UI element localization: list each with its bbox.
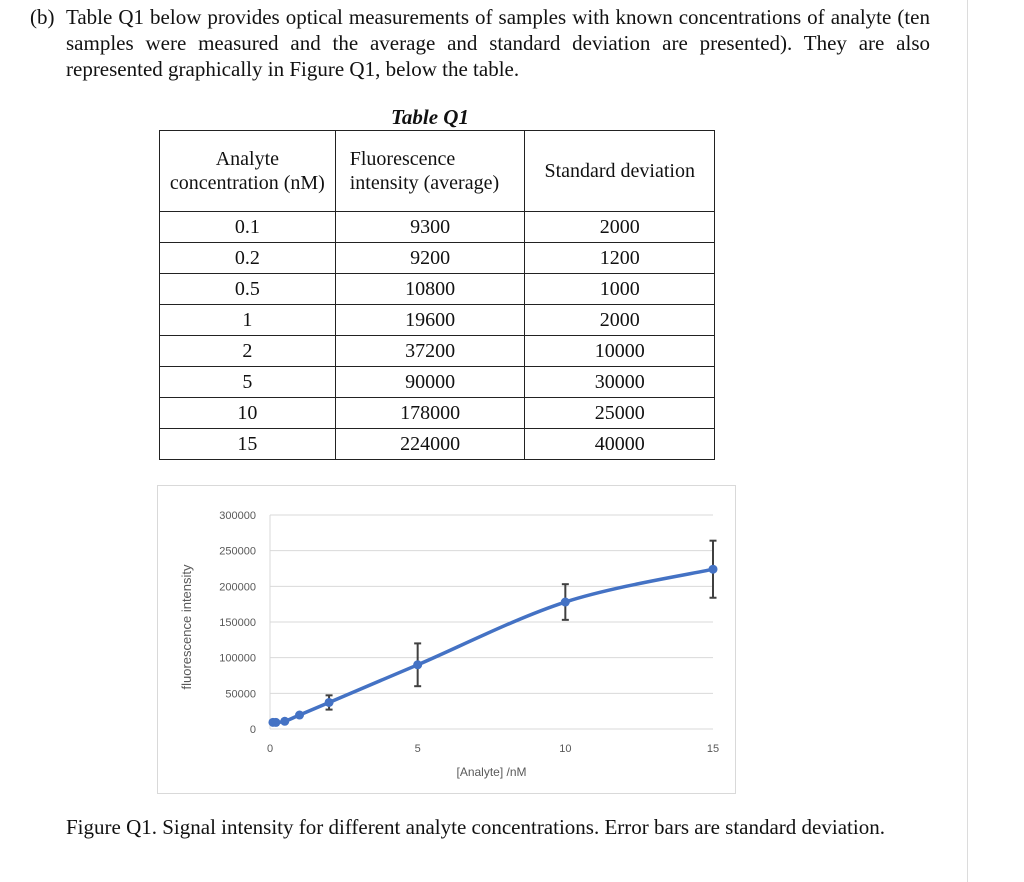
cell-concentration: 0.2 bbox=[160, 243, 336, 274]
cell-concentration: 10 bbox=[160, 398, 336, 429]
data-point bbox=[413, 660, 422, 669]
x-tick-label: 10 bbox=[559, 743, 572, 755]
data-point bbox=[709, 565, 718, 574]
x-tick-label: 0 bbox=[266, 743, 274, 755]
table-body bbox=[160, 212, 715, 460]
table-row bbox=[160, 367, 715, 398]
x-tick-label: 15 bbox=[706, 743, 720, 755]
question-label: (b) bbox=[30, 5, 55, 29]
cell-std-dev: 30000 bbox=[525, 367, 715, 398]
cell-std-dev: 1200 bbox=[525, 243, 715, 274]
cell-std-dev: 1000 bbox=[525, 274, 715, 305]
y-tick-label: 150000 bbox=[219, 617, 256, 629]
table-row bbox=[160, 398, 715, 429]
cell-std-dev: 2000 bbox=[525, 305, 715, 336]
cell-std-dev: 10000 bbox=[525, 336, 715, 367]
cell-concentration: 5 bbox=[160, 367, 336, 398]
question-intro bbox=[30, 4, 930, 82]
figure-chart bbox=[157, 485, 736, 794]
table-row bbox=[160, 212, 715, 243]
data-point bbox=[325, 698, 334, 707]
table-row bbox=[160, 429, 715, 460]
cell-std-dev: 2000 bbox=[525, 212, 715, 243]
cell-intensity: 37200 bbox=[335, 336, 525, 367]
y-axis-title: fluorescence intensity bbox=[179, 564, 194, 690]
cell-intensity: 9300 bbox=[335, 212, 525, 243]
figure-caption: Figure Q1. Signal intensity for different analyte concentrations. Error bars are standard deviation. bbox=[66, 815, 885, 839]
y-tick-label: 50000 bbox=[225, 688, 256, 701]
x-axis-title: [Analyte] /nM bbox=[456, 765, 527, 779]
chart-svg bbox=[158, 486, 735, 793]
data-point bbox=[295, 711, 304, 720]
header-concentration: Analyte concentration (nM) bbox=[160, 131, 336, 212]
y-tick-label: 0 bbox=[249, 724, 256, 736]
cell-intensity: 19600 bbox=[335, 305, 525, 336]
page-divider bbox=[967, 0, 968, 882]
cell-intensity: 224000 bbox=[335, 429, 525, 460]
data-point bbox=[280, 717, 289, 726]
y-tick-label: 250000 bbox=[219, 545, 256, 558]
question-text: Table Q1 below provides optical measurements of samples with known concentrations of analyte (ten samples were measured and the average and standard deviation are presented). They are also represented graphically in Figure Q1, below the table. bbox=[66, 5, 930, 81]
cell-intensity: 10800 bbox=[335, 274, 525, 305]
y-tick-label: 300000 bbox=[219, 510, 256, 522]
table-row bbox=[160, 336, 715, 367]
data-point bbox=[561, 598, 570, 607]
header-intensity: Fluorescence intensity (average) bbox=[335, 131, 525, 212]
header-std-dev: Standard deviation bbox=[525, 131, 715, 212]
cell-intensity: 90000 bbox=[335, 367, 525, 398]
cell-intensity: 9200 bbox=[335, 243, 525, 274]
y-tick-label: 100000 bbox=[219, 652, 256, 665]
cell-concentration: 0.1 bbox=[160, 212, 336, 243]
table-row bbox=[160, 305, 715, 336]
table-caption: Table Q1 bbox=[391, 105, 469, 129]
cell-concentration: 15 bbox=[160, 429, 336, 460]
y-tick-label: 200000 bbox=[219, 581, 256, 594]
series-line bbox=[273, 569, 713, 722]
cell-intensity: 178000 bbox=[335, 398, 525, 429]
cell-concentration: 0.5 bbox=[160, 274, 336, 305]
cell-std-dev: 25000 bbox=[525, 398, 715, 429]
cell-concentration: 1 bbox=[160, 305, 336, 336]
cell-std-dev: 40000 bbox=[525, 429, 715, 460]
table-row bbox=[160, 243, 715, 274]
data-table bbox=[159, 130, 715, 460]
x-tick-label: 5 bbox=[414, 743, 421, 755]
cell-concentration: 2 bbox=[160, 336, 336, 367]
data-point bbox=[271, 718, 280, 727]
table-row bbox=[160, 274, 715, 305]
